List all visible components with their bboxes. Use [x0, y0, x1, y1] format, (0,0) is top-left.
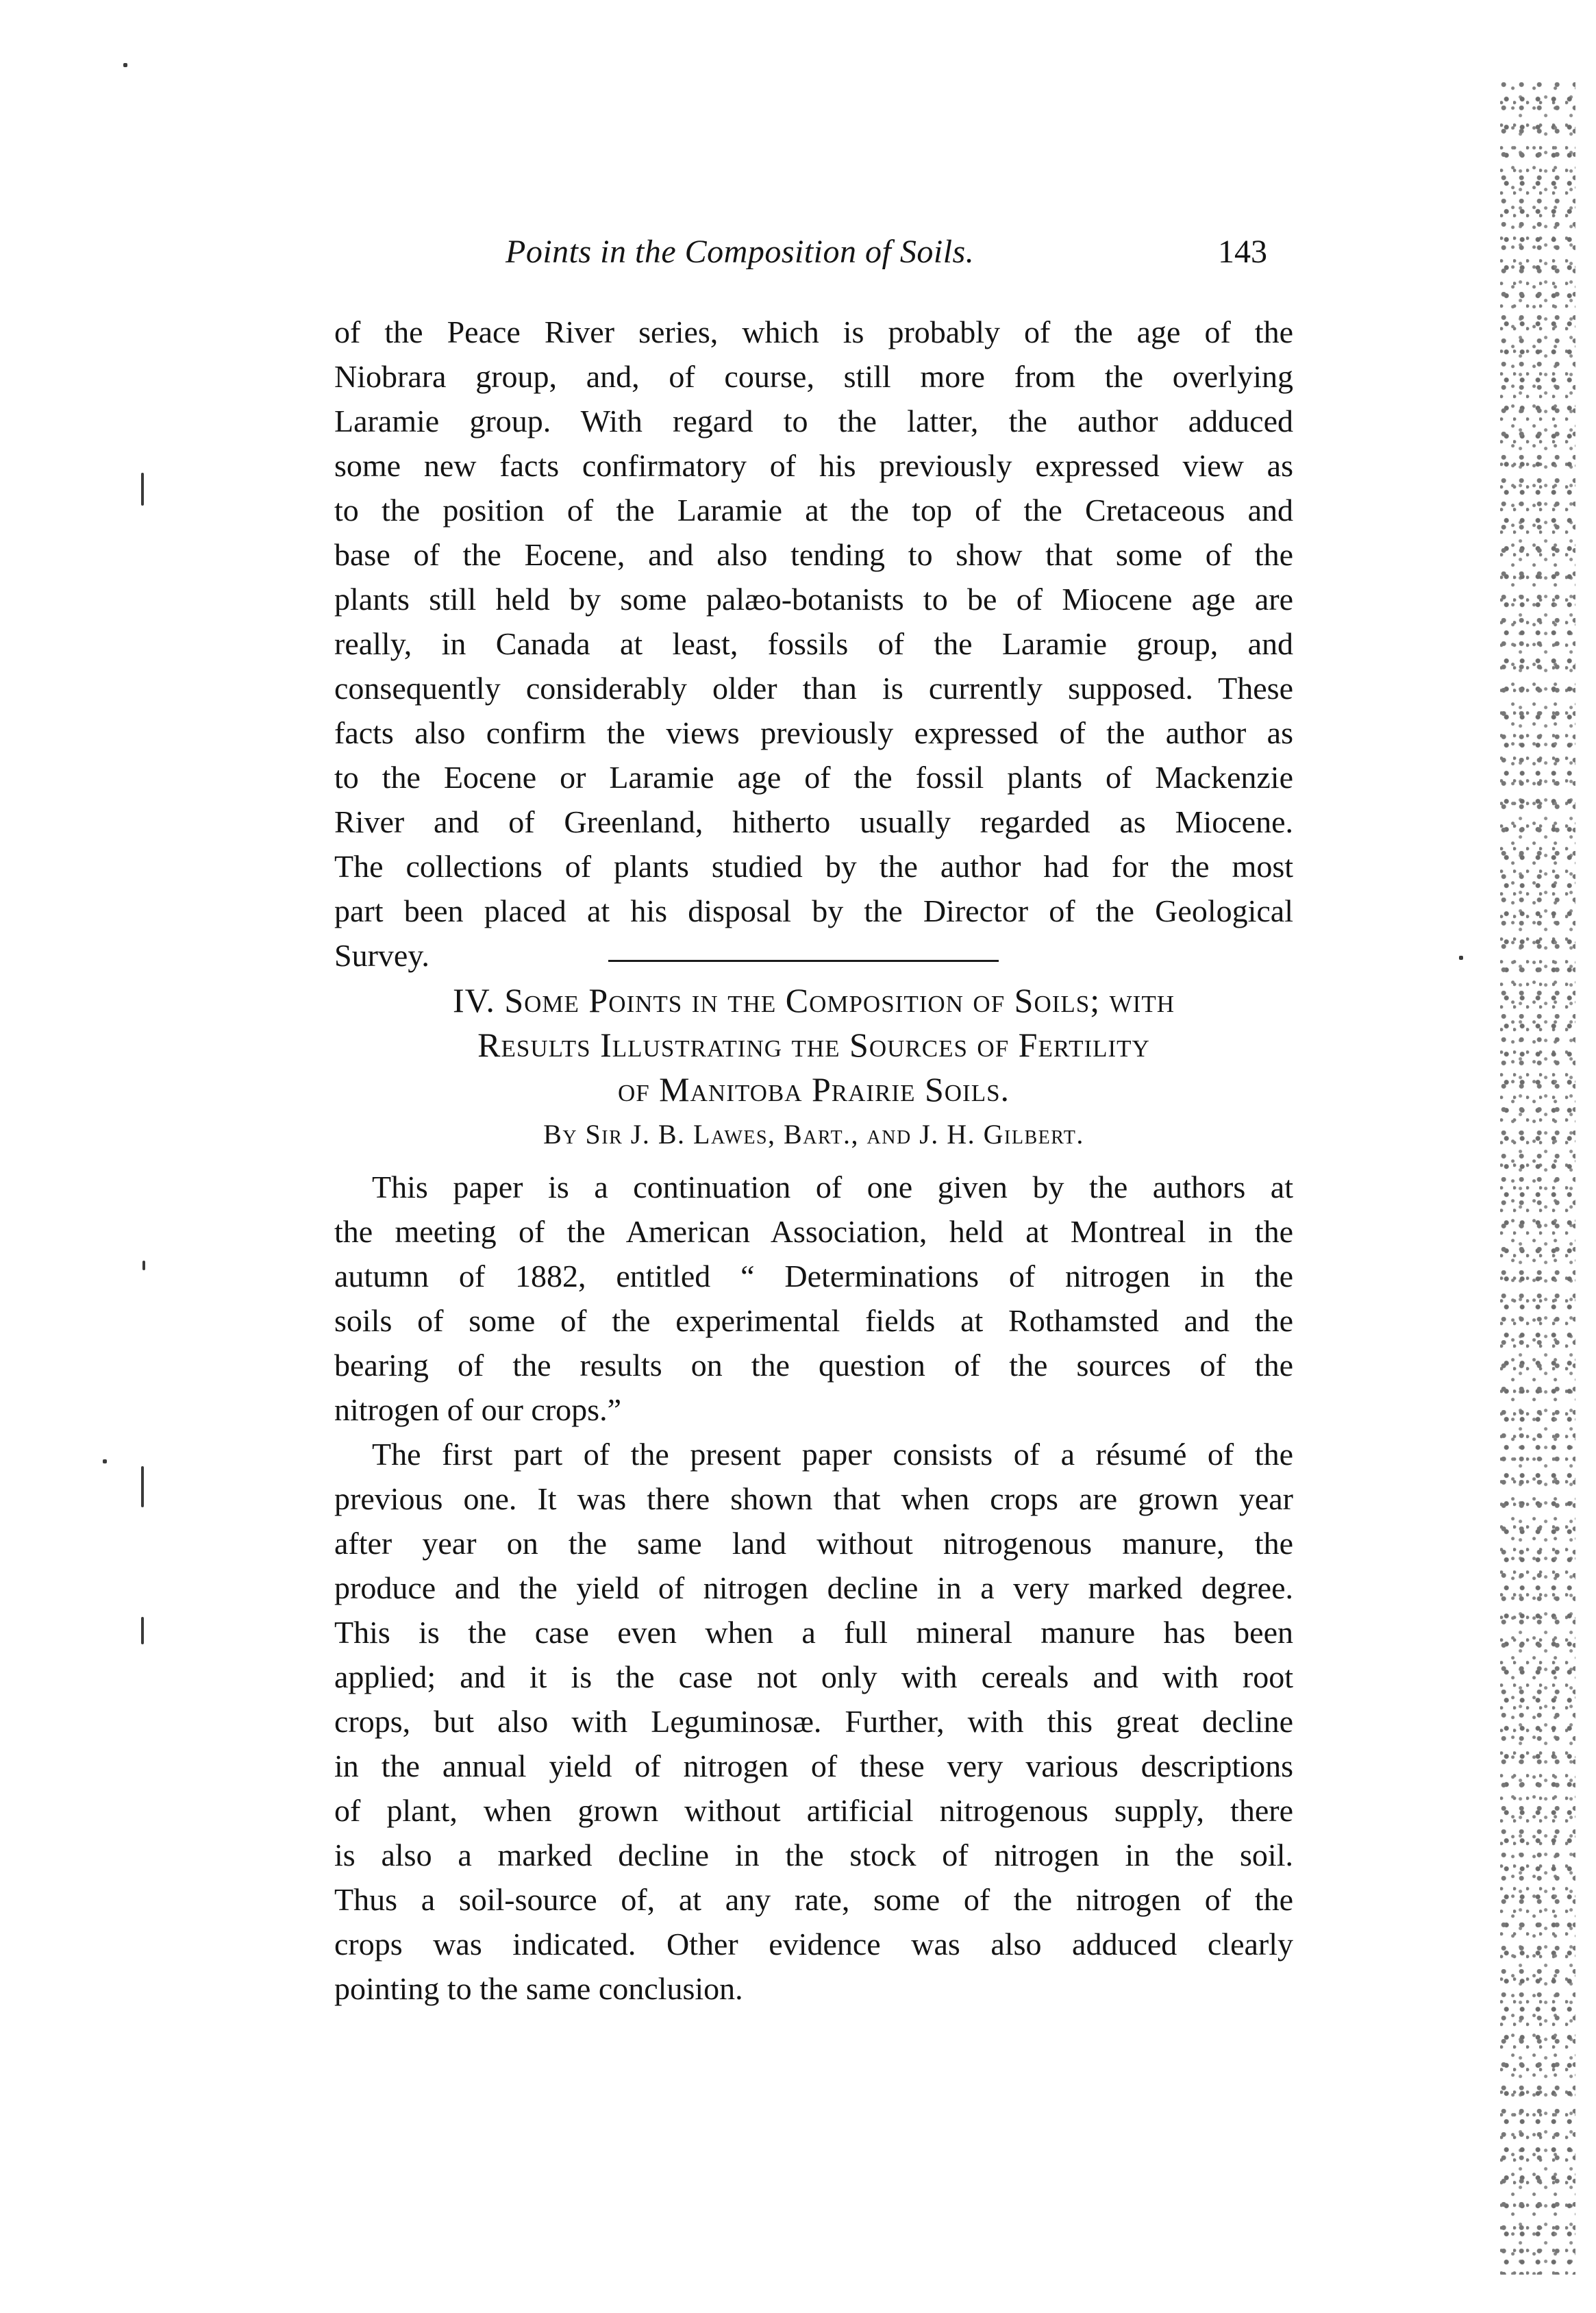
text-line: River and of Greenland, hitherto usually regarded as Miocene. — [334, 804, 1293, 839]
heading-line: of Manitoba Prairie Soils. — [617, 1070, 1010, 1109]
text-line: to the Eocene or Laramie age of the fossil plants of Mackenzie — [334, 760, 1293, 795]
text-line: Survey. — [334, 938, 429, 973]
text-line: is also a marked decline in the stock of nitrogen in the soil. — [334, 1838, 1293, 1872]
margin-speck — [141, 473, 144, 506]
text-line: bearing of the results on the question of the sources of the — [334, 1348, 1293, 1383]
section-heading — [334, 978, 1293, 1112]
text-line: The first part of the present paper consists of a résumé of the — [372, 1437, 1293, 1472]
text-line: in the annual yield of nitrogen of these very various descriptions — [334, 1748, 1293, 1783]
text-line: some new facts confirmatory of his previously expressed view as — [334, 448, 1293, 483]
section-divider — [608, 960, 999, 962]
text-line: This paper is a continuation of one given by the authors at — [372, 1170, 1293, 1204]
text-line: The collections of plants studied by the author had for the most — [334, 849, 1293, 884]
text-line: soils of some of the experimental fields at Rothamsted and the — [334, 1303, 1293, 1338]
text-line: crops, but also with Leguminosæ. Further, with this great decline — [334, 1704, 1293, 1739]
text-line: Thus a soil-source of, at any rate, some of the nitrogen of the — [334, 1882, 1293, 1917]
page-number: 143 — [1218, 234, 1267, 270]
text-line: really, in Canada at least, fossils of the Laramie group, and — [334, 626, 1293, 661]
author-byline: By Sir J. B. Lawes, Bart., and J. H. Gilbert. — [543, 1119, 1084, 1150]
text-line: produce and the yield of nitrogen decline in a very marked degree. — [334, 1570, 1293, 1605]
text-line: plants still held by some palæo-botanists to be of Miocene age are — [334, 582, 1293, 617]
heading-line: IV. Some Points in the Composition of Soils; with — [453, 981, 1175, 1019]
paragraph-resume — [334, 1432, 1293, 2011]
text-line: of plant, when grown without artificial nitrogenous supply, there — [334, 1793, 1293, 1828]
paragraph-introduction — [334, 1165, 1293, 1432]
margin-speck — [103, 1459, 107, 1463]
text-line: facts also confirm the views previously expressed of the author as — [334, 715, 1293, 750]
running-head — [322, 233, 1281, 288]
text-line: base of the Eocene, and also tending to show that some of the — [334, 537, 1293, 572]
running-title: Points in the Composition of Soils. — [506, 234, 975, 270]
text-line: after year on the same land without nitrogenous manure, the — [334, 1526, 1293, 1561]
text-line: This is the case even when a full mineral manure has been — [334, 1615, 1293, 1650]
text-line: previous one. It was there shown that when crops are grown year — [334, 1481, 1293, 1516]
margin-speck — [142, 1261, 145, 1270]
margin-speck — [1459, 956, 1463, 960]
text-line: the meeting of the American Association, held at Montreal in the — [334, 1214, 1293, 1249]
text-line: pointing to the same conclusion. — [334, 1971, 743, 2006]
text-line: Niobrara group, and, of course, still more from the overlying — [334, 359, 1293, 394]
text-line: to the position of the Laramie at the top of the Cretaceous and — [334, 493, 1293, 528]
margin-speck — [123, 63, 127, 67]
text-line: crops was indicated. Other evidence was also adduced clearly — [334, 1927, 1293, 1962]
text-line: part been placed at his disposal by the Director of the Geological — [334, 893, 1293, 928]
text-line: of the Peace River series, which is probably of the age of the — [334, 314, 1293, 349]
heading-line: Results Illustrating the Sources of Fertility — [477, 1026, 1150, 1064]
text-line: consequently considerably older than is currently supposed. These — [334, 671, 1293, 706]
binding-edge-noise — [1500, 82, 1575, 2275]
margin-speck — [141, 1466, 144, 1507]
paragraph-continuation — [334, 310, 1293, 978]
margin-speck — [141, 1617, 144, 1644]
text-line: autumn of 1882, entitled “ Determinations of nitrogen in the — [334, 1259, 1293, 1294]
text-line: applied; and it is the case not only with cereals and with root — [334, 1659, 1293, 1694]
text-line: Laramie group. With regard to the latter, the author adduced — [334, 404, 1293, 438]
text-line: nitrogen of our crops.” — [334, 1392, 621, 1427]
